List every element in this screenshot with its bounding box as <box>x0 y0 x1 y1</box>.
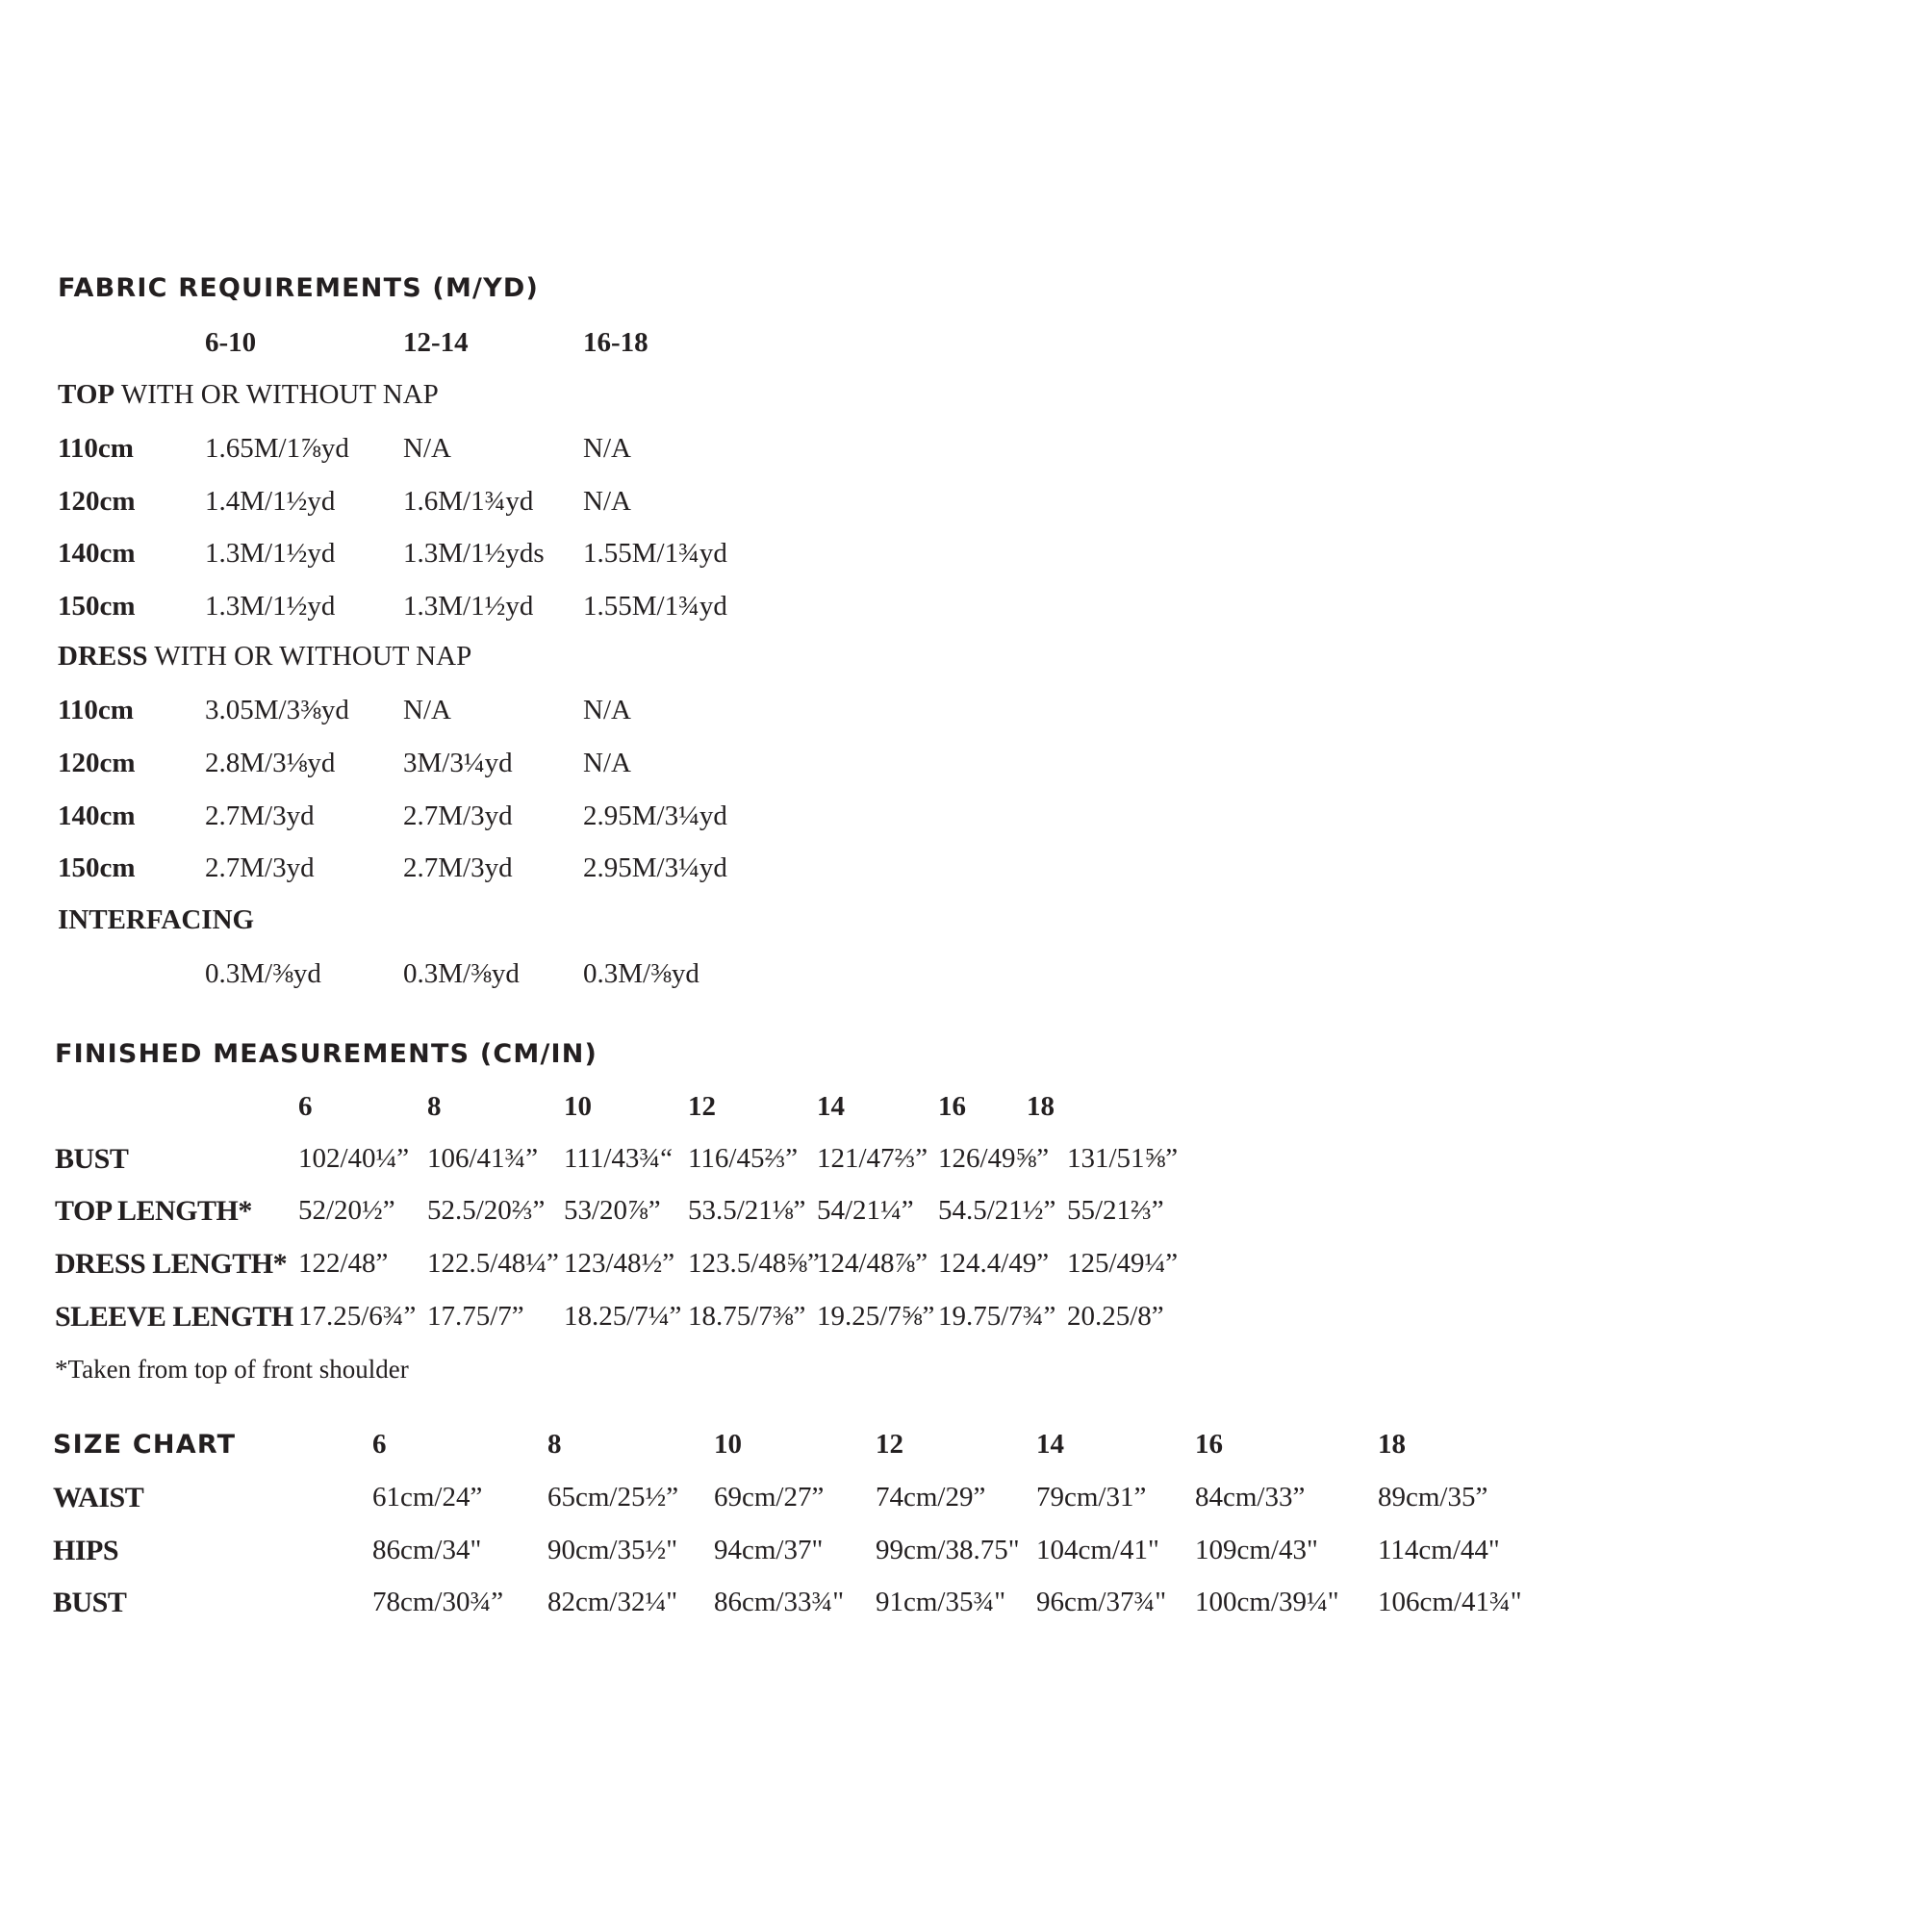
fabric-cell: 2.95M/3¼yd <box>583 852 727 883</box>
fabric-cell: N/A <box>583 486 631 517</box>
size-chart-cell: 74cm/29” <box>876 1482 986 1513</box>
interfacing-cell: 0.3M/⅜yd <box>403 958 520 989</box>
fabric-cell: N/A <box>583 695 631 725</box>
finished-cell: 18.75/7⅜” <box>688 1301 806 1332</box>
finished-cell: 102/40¼” <box>298 1143 410 1174</box>
finished-cell: 53/20⅞” <box>564 1195 661 1226</box>
fabric-cell: N/A <box>583 433 631 464</box>
fabric-cell: 3.05M/3⅜yd <box>205 695 349 725</box>
finished-cell: 17.75/7” <box>427 1301 524 1332</box>
size-chart-row-label: HIPS <box>53 1535 119 1566</box>
size-chart-cell: 109cm/43" <box>1195 1535 1318 1565</box>
finished-cell: 122/48” <box>298 1248 389 1279</box>
size-chart-size-header: 18 <box>1378 1429 1406 1460</box>
finished-cell: 54.5/21½” <box>938 1195 1056 1226</box>
size-chart-cell: 104cm/41" <box>1036 1535 1159 1565</box>
finished-cell: 125/49¼” <box>1067 1248 1179 1279</box>
finished-size-header: 6 <box>298 1091 313 1122</box>
size-chart-cell: 84cm/33” <box>1195 1482 1306 1513</box>
finished-cell: 53.5/21⅛” <box>688 1195 806 1226</box>
finished-cell: 18.25/7¼” <box>564 1301 682 1332</box>
finished-cell: 20.25/8” <box>1067 1301 1164 1332</box>
finished-cell: 106/41¾” <box>427 1143 539 1174</box>
fabric-width-label: 150cm <box>58 852 136 883</box>
finished-size-header: 12 <box>688 1091 716 1122</box>
finished-cell: 54/21¼” <box>817 1195 914 1226</box>
fabric-col-header: 16-18 <box>583 327 648 358</box>
fabric-cell: 1.3M/1½yds <box>403 538 545 569</box>
fabric-cell: 2.7M/3yd <box>403 852 513 883</box>
fabric-cell: 2.8M/3⅛yd <box>205 748 336 778</box>
fabric-cell: 1.3M/1½yd <box>205 591 336 622</box>
finished-cell: 124.4/49” <box>938 1248 1050 1279</box>
finished-cell: 19.75/7¾” <box>938 1301 1056 1332</box>
size-chart-cell: 91cm/35¾" <box>876 1587 1006 1617</box>
finished-cell: 111/43¾“ <box>564 1143 674 1174</box>
fabric-width-label: 150cm <box>58 591 136 622</box>
dress-group-label-rest: WITH OR WITHOUT NAP <box>147 641 472 672</box>
size-chart-cell: 114cm/44" <box>1378 1535 1500 1565</box>
size-chart-cell: 86cm/34" <box>372 1535 482 1565</box>
size-chart-size-header: 16 <box>1195 1429 1223 1460</box>
finished-size-header: 14 <box>817 1091 845 1122</box>
interfacing-cell: 0.3M/⅜yd <box>583 958 699 989</box>
finished-row-label: BUST <box>55 1143 129 1175</box>
finished-cell: 116/45⅔” <box>688 1143 799 1174</box>
finished-row-label: DRESS LENGTH* <box>55 1248 288 1280</box>
fabric-cell: 1.6M/1¾yd <box>403 486 534 517</box>
finished-cell: 17.25/6¾” <box>298 1301 417 1332</box>
fabric-col-header: 12-14 <box>403 327 469 358</box>
finished-size-header: 16 <box>938 1091 966 1122</box>
size-chart-size-header: 6 <box>372 1429 387 1460</box>
size-chart-cell: 82cm/32¼" <box>547 1587 678 1617</box>
size-chart-title: SIZE CHART <box>53 1430 237 1460</box>
fabric-width-label: 110cm <box>58 695 134 725</box>
fabric-cell: 2.7M/3yd <box>205 801 315 831</box>
finished-row-label: TOP LENGTH* <box>55 1195 252 1227</box>
fabric-width-label: 140cm <box>58 801 136 831</box>
fabric-width-label: 110cm <box>58 433 134 464</box>
fabric-requirements-title: FABRIC REQUIREMENTS (M/YD) <box>58 273 540 303</box>
fabric-cell: 2.7M/3yd <box>403 801 513 831</box>
size-chart-row-label: WAIST <box>53 1482 144 1513</box>
size-chart-cell: 99cm/38.75" <box>876 1535 1020 1565</box>
fabric-cell: N/A <box>403 433 451 464</box>
fabric-width-label: 120cm <box>58 748 136 778</box>
fabric-col-header: 6-10 <box>205 327 257 358</box>
size-chart-cell: 94cm/37" <box>714 1535 824 1565</box>
finished-cell: 123.5/48⅝” <box>688 1248 820 1279</box>
fabric-cell: 1.65M/1⅞yd <box>205 433 349 464</box>
size-chart-size-header: 12 <box>876 1429 903 1460</box>
finished-cell: 52.5/20⅔” <box>427 1195 546 1226</box>
interfacing-label: INTERFACING <box>58 904 255 935</box>
fabric-cell: 1.3M/1½yd <box>205 538 336 569</box>
size-chart-cell: 65cm/25½” <box>547 1482 679 1513</box>
finished-row-label: SLEEVE LENGTH <box>55 1301 293 1333</box>
fabric-cell: 3M/3¼yd <box>403 748 513 778</box>
finished-size-header: 8 <box>427 1091 442 1122</box>
fabric-width-label: 140cm <box>58 538 136 569</box>
finished-cell: 126/49⅝” <box>938 1143 1050 1174</box>
finished-footnote: *Taken from top of front shoulder <box>55 1355 409 1384</box>
size-chart-size-header: 14 <box>1036 1429 1064 1460</box>
size-chart-cell: 61cm/24” <box>372 1482 483 1513</box>
size-chart-row-label: BUST <box>53 1587 127 1618</box>
size-chart-cell: 89cm/35” <box>1378 1482 1488 1513</box>
fabric-cell: 1.4M/1½yd <box>205 486 336 517</box>
top-group-heading <box>58 379 439 411</box>
finished-cell: 55/21⅔” <box>1067 1195 1164 1226</box>
finished-measurements-title: FINISHED MEASUREMENTS (CM/IN) <box>55 1039 598 1069</box>
finished-cell: 121/47⅔” <box>817 1143 928 1174</box>
size-chart-cell: 90cm/35½" <box>547 1535 678 1565</box>
finished-cell: 122.5/48¼” <box>427 1248 559 1279</box>
size-chart-cell: 86cm/33¾" <box>714 1587 845 1617</box>
size-chart-size-header: 10 <box>714 1429 742 1460</box>
fabric-cell: N/A <box>403 695 451 725</box>
size-chart-cell: 100cm/39¼" <box>1195 1587 1339 1617</box>
finished-cell: 52/20½” <box>298 1195 395 1226</box>
fabric-cell: 1.55M/1¾yd <box>583 591 727 622</box>
size-chart-cell: 78cm/30¾” <box>372 1587 504 1617</box>
top-group-label-rest: WITH OR WITHOUT NAP <box>114 379 439 410</box>
fabric-cell: 2.7M/3yd <box>205 852 315 883</box>
size-chart-cell: 69cm/27” <box>714 1482 825 1513</box>
finished-cell: 123/48½” <box>564 1248 675 1279</box>
size-chart-cell: 79cm/31” <box>1036 1482 1147 1513</box>
size-chart-size-header: 8 <box>547 1429 562 1460</box>
finished-cell: 131/51⅝” <box>1067 1143 1179 1174</box>
fabric-cell: N/A <box>583 748 631 778</box>
fabric-cell: 2.95M/3¼yd <box>583 801 727 831</box>
finished-cell: 124/48⅞” <box>817 1248 928 1279</box>
dress-group-label-bold: DRESS <box>58 641 148 672</box>
interfacing-cell: 0.3M/⅜yd <box>205 958 321 989</box>
fabric-width-label: 120cm <box>58 486 136 517</box>
size-chart-cell: 106cm/41¾" <box>1378 1587 1522 1617</box>
fabric-cell: 1.55M/1¾yd <box>583 538 727 569</box>
finished-size-header: 18 <box>1027 1091 1055 1122</box>
finished-cell: 19.25/7⅝” <box>817 1301 935 1332</box>
dress-group-heading <box>58 641 471 673</box>
fabric-cell: 1.3M/1½yd <box>403 591 534 622</box>
size-chart-cell: 96cm/37¾" <box>1036 1587 1167 1617</box>
finished-size-header: 10 <box>564 1091 592 1122</box>
top-group-label-bold: TOP <box>58 379 115 410</box>
